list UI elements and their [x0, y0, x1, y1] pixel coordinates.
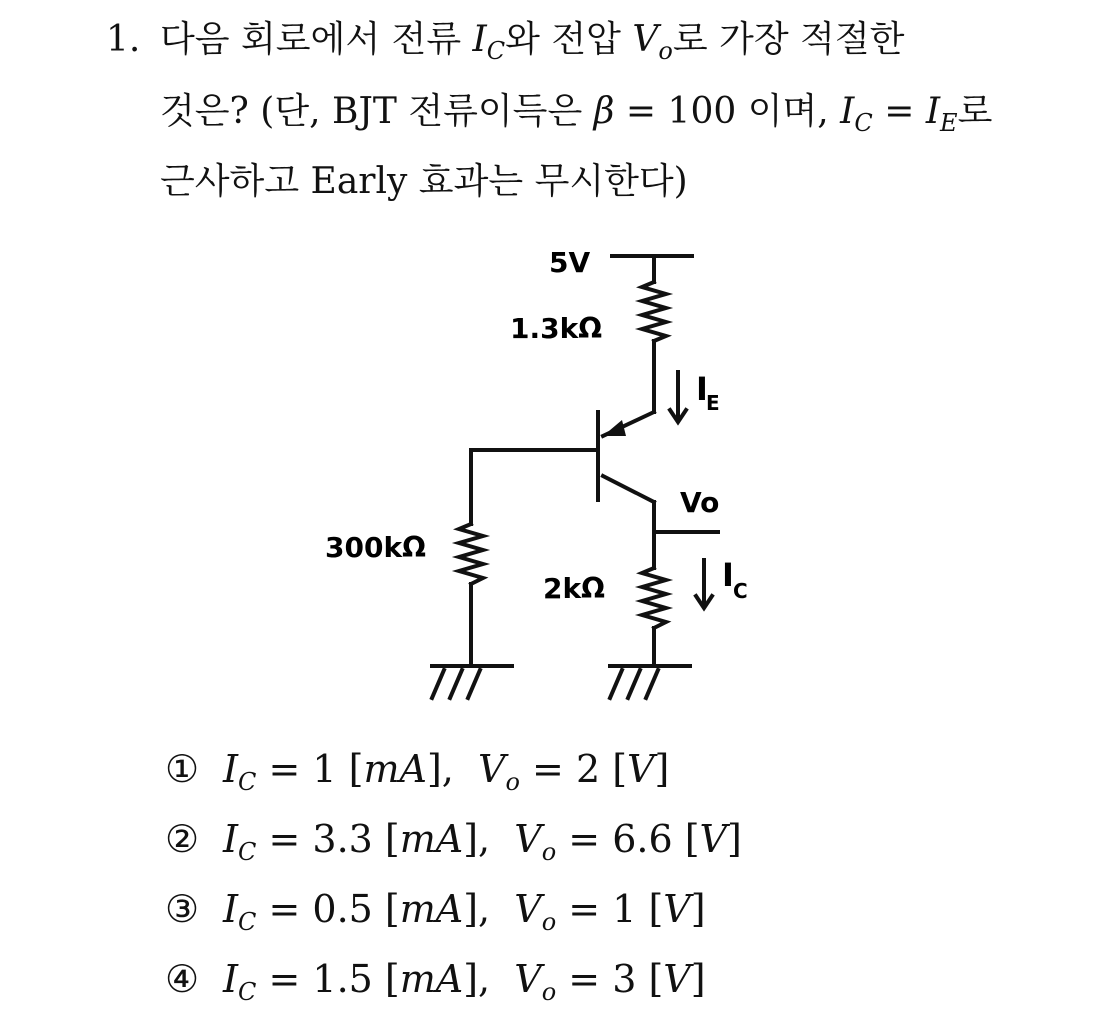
emitter-resistor: [642, 282, 666, 341]
question-number: 1.: [106, 19, 141, 60]
ic-sub-label: C: [733, 579, 748, 603]
ie-sub-label: E: [706, 391, 720, 415]
vo-label: Vo: [680, 486, 720, 519]
collector-resistor-label: 2kΩ: [543, 572, 605, 605]
ie-label: I: [696, 370, 708, 408]
supply-label: 5V: [549, 246, 591, 279]
option-1[interactable]: ① $I_C = 1$ [mA], $V_o = 2$ [V]: [165, 747, 670, 796]
base-resistor: [459, 524, 483, 584]
collector-lead: [603, 476, 654, 502]
emitter-arrowhead: [603, 420, 626, 436]
base-resistor-label: 300kΩ: [325, 531, 426, 564]
option-4[interactable]: ④ $I_C = 1.5$ [mA], $V_o = 3$ [V]: [165, 957, 706, 1006]
collector-resistor: [642, 568, 666, 628]
emitter-resistor-label: 1.3kΩ: [510, 312, 603, 345]
option-3[interactable]: ③ $I_C = 0.5$ [mA], $V_o = 1$ [V]: [165, 887, 706, 936]
question-line-3: 근사하고 Early 효과는 무시한다): [160, 161, 688, 202]
option-2[interactable]: ② $I_C = 3.3$ [mA], $V_o = 6.6$ [V]: [165, 817, 742, 866]
question-line-2: 것은? (단, BJT 전류이득은 β = 100 이며, $I_C = I_E$로: [160, 91, 993, 137]
question-line-1: 다음 회로에서 전류 $I_C$와 전압 $V_o$로 가장 적절한: [160, 19, 905, 65]
ic-label: I: [722, 556, 734, 594]
